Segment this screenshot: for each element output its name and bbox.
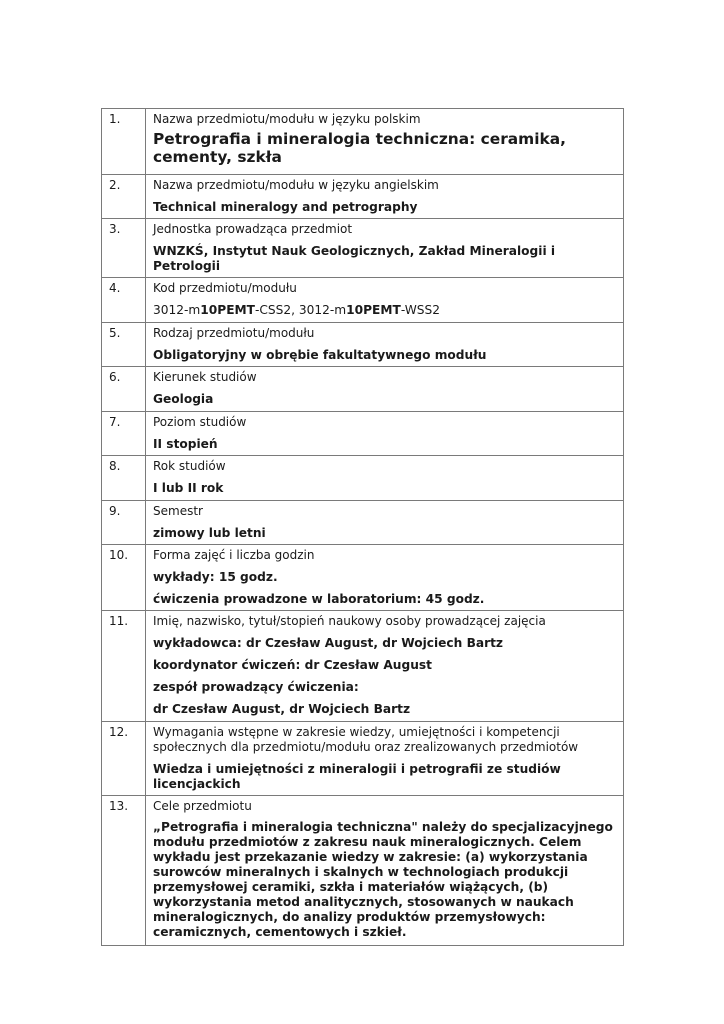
field-value: Wiedza i umiejętności z mineralogii i petrografii ze studiów licencjackich <box>153 762 561 791</box>
table-row <box>102 456 624 501</box>
field-value: koordynator ćwiczeń: dr Czesław August <box>153 658 432 672</box>
row-content <box>146 175 624 219</box>
field-value: „Petrografia i mineralogia techniczna" należy do specjalizacyjnego modułu przedmiotów z zakresu nauk mineralogicznych. Celem wykładu jest przekazanie wiedzy w zakresie: (a) wykorzystania surowców mineralnych i skalnych w technologiach produkcji przemysłowej ceramiki, szkła i materiałów wiążących, (b) wykorzystania metod analitycznych, stosowanych w naukach mineralogicznych, do analizy produktów przemysłowych: ceramicznych, cementowych i szkieł. <box>153 820 613 939</box>
row-content <box>146 323 624 367</box>
row-number: 3. <box>102 219 146 278</box>
table-row <box>102 796 624 946</box>
field-value: dr Czesław August, dr Wojciech Bartz <box>153 702 411 716</box>
row-content <box>146 367 624 412</box>
table-row <box>102 367 624 412</box>
table-row <box>102 278 624 323</box>
field-value: Geologia <box>153 392 214 406</box>
row-number: 7. <box>102 412 146 456</box>
row-number: 8. <box>102 456 146 501</box>
field-value: ćwiczenia prowadzone w laboratorium: 45 godz. <box>153 592 485 606</box>
table-row <box>102 611 624 722</box>
field-value: Obligatoryjny w obrębie fakultatywnego modułu <box>153 348 487 362</box>
code-part: 3012-m <box>153 303 201 317</box>
row-number: 13. <box>102 796 146 946</box>
field-value: Petrografia i mineralogia techniczna: ceramika, cementy, szkła <box>153 130 566 166</box>
field-label: Jednostka prowadząca przedmiot <box>153 222 353 236</box>
row-number: 2. <box>102 175 146 219</box>
code-part: 10PEMT <box>346 303 401 317</box>
field-label: Rok studiów <box>153 459 226 473</box>
field-label: Imię, nazwisko, tytuł/stopień naukowy osoby prowadzącej zajęcia <box>153 614 546 628</box>
syllabus-table <box>101 108 624 946</box>
field-value: WNZKŚ, Instytut Nauk Geologicznych, Zakład Mineralogii i Petrologii <box>153 244 556 273</box>
table-row <box>102 109 624 175</box>
code-part: 10PEMT <box>200 303 255 317</box>
field-value: wykłady: 15 godz. <box>153 570 278 584</box>
code-part: -WSS2 <box>400 303 440 317</box>
field-label: Cele przedmiotu <box>153 799 252 813</box>
row-content <box>146 456 624 501</box>
code-part: -CSS2, 3012-m <box>254 303 347 317</box>
field-label: Wymagania wstępne w zakresie wiedzy, umiejętności i kompetencji społecznych dla przedmiotu/modułu oraz zrealizowanych przedmiotów <box>153 725 579 754</box>
field-label: Kod przedmiotu/modułu <box>153 281 297 295</box>
row-number: 12. <box>102 722 146 796</box>
field-label: Semestr <box>153 504 203 518</box>
table-row <box>102 722 624 796</box>
field-value: zimowy lub letni <box>153 526 266 540</box>
row-content <box>146 722 624 796</box>
row-number: 5. <box>102 323 146 367</box>
table-row <box>102 323 624 367</box>
row-content <box>146 278 624 323</box>
row-content <box>146 109 624 175</box>
field-label: Kierunek studiów <box>153 370 257 384</box>
field-label: Poziom studiów <box>153 415 247 429</box>
field-value: zespół prowadzący ćwiczenia: <box>153 680 359 694</box>
row-content <box>146 501 624 545</box>
table-row <box>102 412 624 456</box>
field-value: Technical mineralogy and petrography <box>153 200 418 214</box>
course-code <box>153 303 615 318</box>
field-value: II stopień <box>153 437 218 451</box>
row-number: 1. <box>102 109 146 175</box>
field-label: Rodzaj przedmiotu/modułu <box>153 326 315 340</box>
row-number: 11. <box>102 611 146 722</box>
row-content <box>146 611 624 722</box>
table-row <box>102 501 624 545</box>
field-label: Nazwa przedmiotu/modułu w języku angielskim <box>153 178 439 192</box>
field-label: Nazwa przedmiotu/modułu w języku polskim <box>153 112 421 126</box>
row-content <box>146 412 624 456</box>
row-content <box>146 796 624 946</box>
row-number: 10. <box>102 545 146 611</box>
row-number: 6. <box>102 367 146 412</box>
row-content <box>146 545 624 611</box>
row-content <box>146 219 624 278</box>
field-value: I lub II rok <box>153 481 224 495</box>
field-label: Forma zajęć i liczba godzin <box>153 548 315 562</box>
table-row <box>102 545 624 611</box>
field-value: wykładowca: dr Czesław August, dr Wojciech Bartz <box>153 636 504 650</box>
row-number: 4. <box>102 278 146 323</box>
table-row <box>102 219 624 278</box>
table-row <box>102 175 624 219</box>
row-number: 9. <box>102 501 146 545</box>
